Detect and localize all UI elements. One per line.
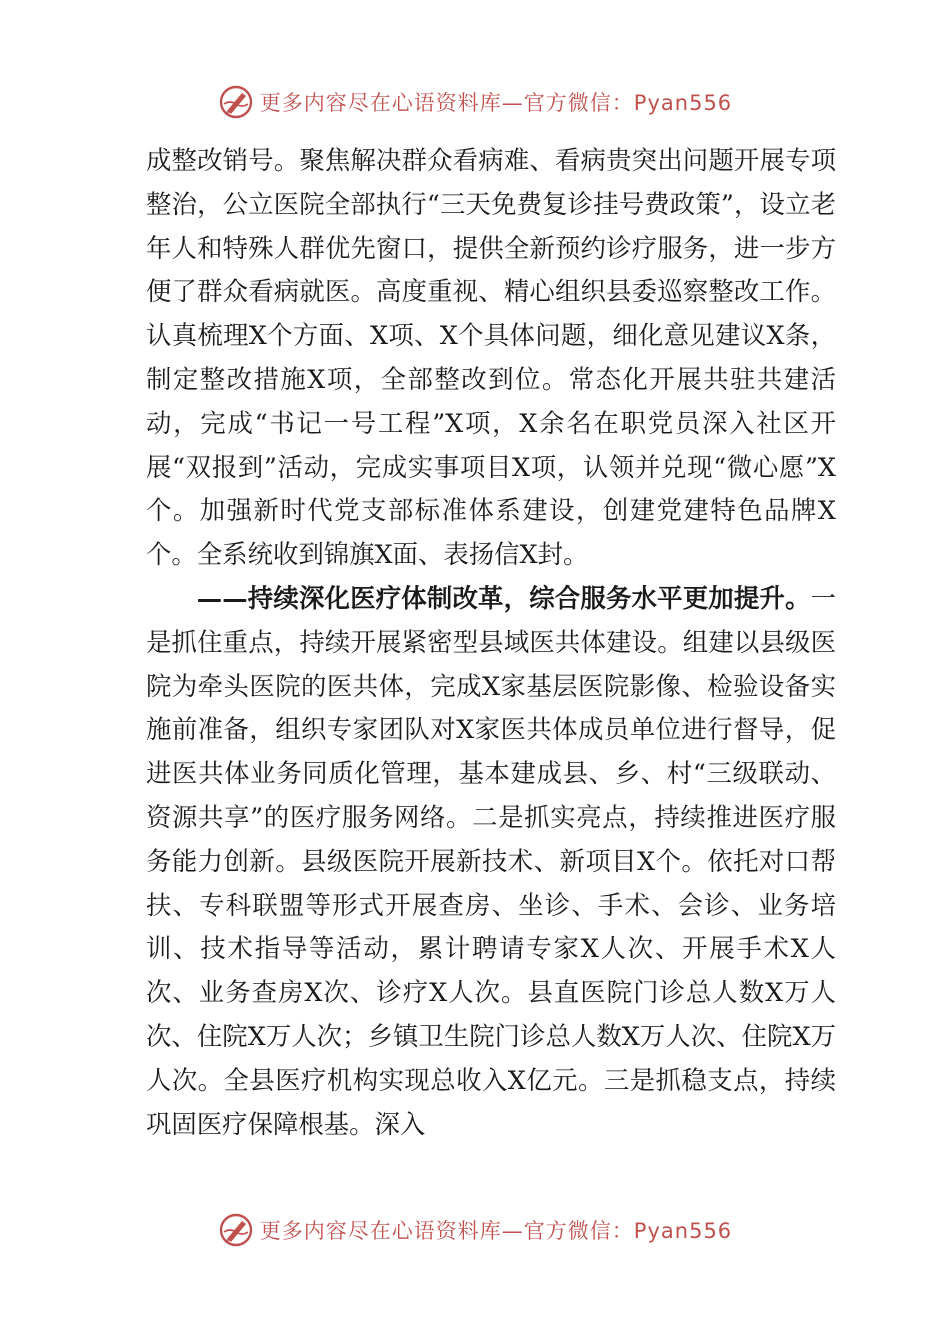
pen-seal-icon <box>218 1212 254 1248</box>
pen-seal-icon <box>218 84 254 120</box>
footer-banner <box>0 1206 950 1254</box>
paragraph-2-text: 一是抓住重点，持续开展紧密型县域医共体建设。组建以县级医院为牵头医院的医共体，完成X家基层医院影像、检验设备实施前准备，组织专家团队对X家医共体成员单位进行督导，促进医共体业务同质化管理，基本建成县、乡、村“三级联动、资源共享”的医疗服务网络。二是抓实亮点，持续推进医疗服务能力创新。县级医院开展新技术、新项目X个。依托对口帮扶、专科联盟等形式开展查房、坐诊、手术、会诊、业务培训、技术指导等活动，累计聘请专家X人次、开展手术X人次、业务查房X次、诊疗X人次。县直医院门诊总人数X万人次、住院X万人次；乡镇卫生院门诊总人数X万人次、住院X万人次。全县医疗机构实现总收入X亿元。三是抓稳支点，持续巩固医疗保障根基。深入 <box>146 582 836 1139</box>
document-body <box>146 139 836 1146</box>
footer-banner-text: 更多内容尽在心语资料库—官方微信：Pyan556 <box>259 1219 733 1243</box>
section-heading: ——持续深化医疗体制改革，综合服务水平更加提升。 <box>196 582 811 613</box>
header-banner <box>0 78 950 126</box>
paragraph-2 <box>146 577 836 1146</box>
paragraph-1: 成整改销号。聚焦解决群众看病难、看病贵突出问题开展专项整治，公立医院全部执行“三天免费复诊挂号费政策”，设立老年人和特殊人群优先窗口，提供全新预约诊疗服务，进一步方便了群众看病就医。高度重视、精心组织县委巡察整改工作。认真梳理X个方面、X项、X个具体问题，细化意见建议X条，制定整改措施X项，全部整改到位。常态化开展共驻共建活动，完成“书记一号工程”X项，X余名在职党员深入社区开展“双报到”活动，完成实事项目X项，认领并兑现“微心愿”X个。加强新时代党支部标准体系建设，创建党建特色品牌X个。全系统收到锦旗X面、表扬信X封。 <box>146 145 836 570</box>
header-banner-text: 更多内容尽在心语资料库—官方微信：Pyan556 <box>259 91 733 115</box>
